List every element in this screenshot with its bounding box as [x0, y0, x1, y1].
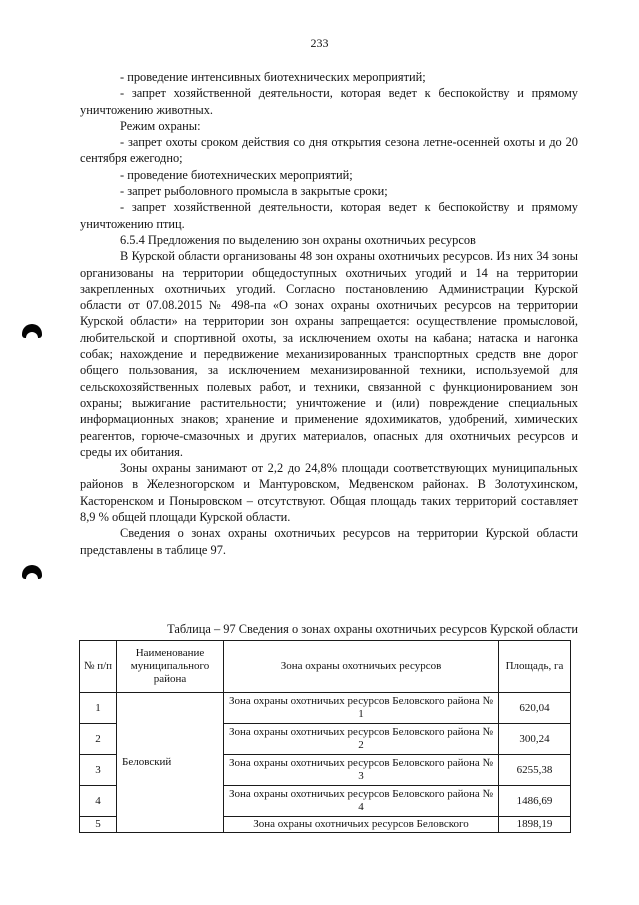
- page-number: 233: [310, 36, 329, 50]
- cell-num: 5: [80, 817, 117, 833]
- binder-hole-mark: [22, 324, 42, 338]
- cell-zone: Зона охраны охотничьих ресурсов Беловского района № 2: [224, 724, 499, 755]
- binder-hole-mark: [22, 565, 42, 579]
- paragraph: - проведение биотехнических мероприятий;: [120, 167, 353, 182]
- section-heading: 6.5.4 Предложения по выделению зон охраны охотничьих ресурсов: [120, 232, 476, 247]
- header-area: Площадь, га: [499, 641, 571, 693]
- paragraph: Зоны охраны занимают от 2,2 до 24,8% площади соответствующих муниципальных районов в Железногорском и Мантуровском, Медвенском районах. В Золотухинском, Касторенском и Поныровском – отсутствуют. Общая площадь таких территорий составляет 8,9 % общей площади Курской области.: [80, 461, 578, 525]
- paragraph: - запрет хозяйственной деятельности, которая ведет к беспокойству и прямому уничтожению птиц.: [80, 200, 578, 231]
- table-row: [80, 693, 571, 724]
- cell-num: 3: [80, 755, 117, 786]
- body-text: [80, 69, 578, 558]
- cell-num: 1: [80, 693, 117, 724]
- cell-area: 1898,19: [499, 817, 571, 833]
- paragraph: - проведение интенсивных биотехнических мероприятий;: [120, 70, 426, 84]
- cell-area: 1486,69: [499, 786, 571, 817]
- cell-zone: Зона охраны охотничьих ресурсов Беловского района № 1: [224, 693, 499, 724]
- header-zone: Зона охраны охотничьих ресурсов: [224, 641, 499, 693]
- zones-table: [79, 640, 571, 833]
- table-caption: Таблица – 97 Сведения о зонах охраны охотничьих ресурсов Курской области: [167, 622, 578, 636]
- cell-zone: Зона охраны охотничьих ресурсов Беловского района № 4: [224, 786, 499, 817]
- paragraph: Сведения о зонах охраны охотничьих ресурсов на территории Курской области представлены в таблице 97.: [80, 526, 578, 557]
- cell-area: 300,24: [499, 724, 571, 755]
- cell-district: Беловский: [117, 693, 224, 833]
- header-num: № п/п: [80, 641, 117, 693]
- cell-area: 6255,38: [499, 755, 571, 786]
- header-district: Наименование муниципального района: [117, 641, 224, 693]
- cell-zone: Зона охраны охотничьих ресурсов Беловского района № 3: [224, 755, 499, 786]
- cell-area: 620,04: [499, 693, 571, 724]
- cell-zone: Зона охраны охотничьих ресурсов Беловского: [224, 817, 499, 833]
- paragraph: - запрет охоты сроком действия со дня открытия сезона летне-осенней охоты и до 20 сентября ежегодно;: [80, 135, 578, 166]
- cell-num: 2: [80, 724, 117, 755]
- paragraph: - запрет рыболовного промысла в закрытые сроки;: [120, 184, 388, 199]
- table-header-row: [80, 641, 571, 693]
- paragraph: - запрет хозяйственной деятельности, которая ведет к беспокойству и прямому уничтожению животных.: [80, 86, 578, 117]
- cell-num: 4: [80, 786, 117, 817]
- paragraph: В Курской области организованы 48 зон охраны охотничьих ресурсов. Из них 34 зоны организованы на территории общедоступных охотничьих угодий и 14 на территории закрепленных охотничьих угодий. Согласно постановлению Администрации Курской области от 07.08.2015 № 498-па «О зонах охраны охотничьих ресурсов на территории Курской области» на территории зон охраны запрещается: осуществление промысловой, любительской и спортивной охоты, за исключением охоты на кабана; натаска и нагонка собак; нахождение и передвижение механизированных транспортных средств вне дорог общего пользования, за исключением механизированной техники, используемой для сельскохозяйственных полевых работ, и техники, связанной с функционированием зон охраны; выжигание растительности; уничтожение и (или) повреждение специальных информационных знаков; хранение и применение ядохимикатов, удобрений, химических реагентов, горюче-смазочных и других материалов, опасных для охотничьих ресурсов и среды их обитания.: [80, 249, 578, 459]
- paragraph: Режим охраны:: [120, 118, 201, 133]
